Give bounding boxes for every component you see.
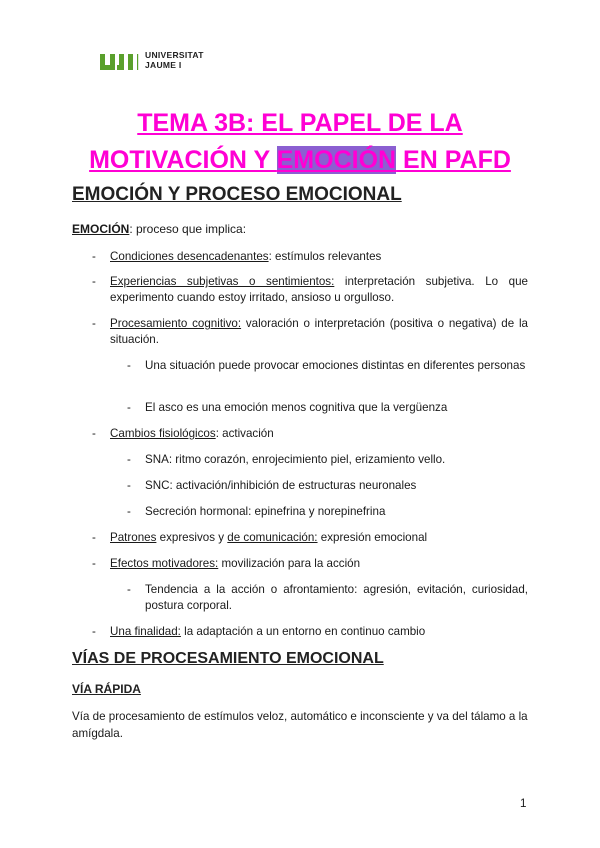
list-item (127, 452, 528, 468)
title-highlight: EMOCIÓN (276, 146, 397, 174)
bullet-dash: - (92, 317, 96, 330)
item-term: Condiciones desencadenantes (110, 250, 269, 263)
bullet-dash: - (92, 531, 96, 544)
item-text: El asco es una emoción menos cognitiva que la vergüenza (145, 401, 448, 414)
intro-rest: : proceso que implica: (129, 222, 247, 236)
item-term: Procesamiento cognitivo: (110, 317, 242, 330)
paragraph-via-rapida: Vía de procesamiento de estímulos veloz, automático e inconsciente y va del tálamo a la amígdala. (72, 710, 528, 740)
item-text: Secreción hormonal: epinefrina y norepinefrina (145, 505, 386, 518)
item-text: expresión emocional (317, 531, 428, 544)
list-item (92, 249, 528, 265)
item-term: Una finalidad: (110, 625, 181, 638)
item-text: movilización para la acción (218, 557, 361, 570)
university-name (145, 50, 204, 70)
list-item (92, 556, 528, 572)
page-title-line-2 (60, 142, 540, 178)
item-text: SNA: ritmo corazón, enrojecimiento piel, erizamiento vello. (145, 453, 446, 466)
list-item (127, 504, 528, 520)
bullet-dash: - (127, 453, 131, 466)
page-number: 1 (520, 797, 527, 810)
logo-line-2: JAUME I (145, 60, 182, 70)
list-item (92, 426, 528, 442)
list-item (127, 400, 528, 416)
item-text: interpretación subjetiva. Lo que experimento cuando estoy irritado, ansioso u orgulloso. (110, 275, 528, 304)
item-term: Cambios fisiológicos (110, 427, 216, 440)
item-term: Efectos motivadores: (110, 557, 219, 570)
bullet-dash: - (92, 427, 96, 440)
bullet-dash: - (127, 359, 131, 372)
logo-line-1: UNIVERSITAT (145, 50, 204, 60)
intro-text (72, 222, 246, 236)
subsection-heading-via-rapida: VÍA RÁPIDA (72, 682, 141, 696)
bullet-dash: - (92, 250, 96, 263)
item-text: la adaptación a un entorno en continuo cambio (180, 625, 426, 638)
list-item (127, 358, 528, 374)
title-prefix: MOTIVACIÓN Y (89, 146, 277, 174)
intro-term: EMOCIÓN (72, 222, 130, 236)
list-item (127, 478, 528, 494)
bullet-dash: - (127, 479, 131, 492)
item-text: : estímulos relevantes (268, 250, 382, 263)
bullet-dash: - (92, 625, 96, 638)
item-text: Una situación puede provocar emociones distintas en diferentes personas (145, 359, 526, 372)
section-heading-emocion: EMOCIÓN Y PROCESO EMOCIONAL (72, 184, 402, 205)
item-term-2: de comunicación: (227, 531, 318, 544)
item-text: valoración o interpretación (positiva o negativa) de la situación. (110, 317, 528, 346)
list-item (92, 274, 528, 306)
item-text: Tendencia a la acción o afrontamiento: agresión, evitación, curiosidad, postura corporal. (145, 583, 528, 612)
list-item (92, 530, 528, 546)
list-item (92, 316, 528, 348)
list-item (127, 582, 528, 614)
bullet-dash: - (92, 557, 96, 570)
list-item (92, 624, 528, 640)
section-heading-vias: VÍAS DE PROCESAMIENTO EMOCIONAL (72, 650, 384, 667)
page-title-line-1: TEMA 3B: EL PAPEL DE LA (137, 109, 463, 137)
item-term: Patrones (110, 531, 157, 544)
bullet-dash: - (127, 401, 131, 414)
bullet-dash: - (127, 505, 131, 518)
item-text: SNC: activación/inhibición de estructuras neuronales (145, 479, 417, 492)
item-term: Experiencias subjetivas o sentimientos: (110, 275, 335, 288)
item-text: : activación (215, 427, 274, 440)
bullet-dash: - (92, 275, 96, 288)
title-suffix: EN PAFD (396, 146, 511, 174)
bullet-dash: - (127, 583, 131, 596)
item-text: expresivos y (156, 531, 228, 544)
